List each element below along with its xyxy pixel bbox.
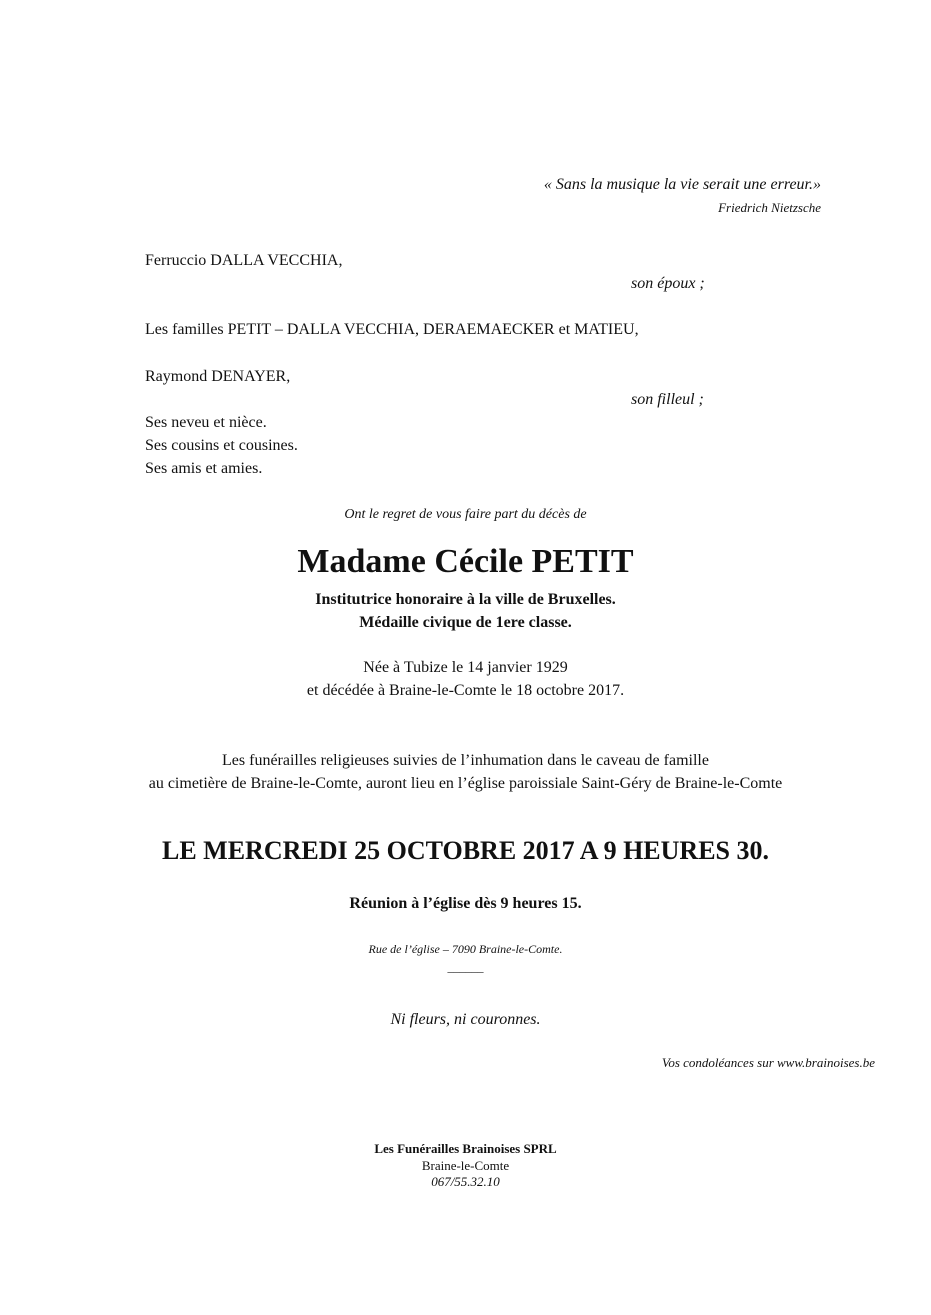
deceased-title-1: Institutrice honoraire à la ville de Bruxelles. bbox=[315, 591, 616, 608]
ceremony-date: LE MERCREDI 25 OCTOBRE 2017 A 9 HEURES 30. bbox=[161, 836, 769, 865]
funeral-phone: 067/55.32.10 bbox=[431, 1174, 500, 1189]
meeting-time: Réunion à l’église dès 9 heures 15. bbox=[349, 895, 582, 912]
deceased-name: Madame Cécile PETIT bbox=[297, 543, 634, 580]
epigraph-quote: « Sans la musique la vie serait une erreur.» bbox=[543, 176, 821, 193]
husband-role: son époux ; bbox=[631, 275, 705, 292]
godson-role: son filleul ; bbox=[631, 391, 704, 408]
announcement-intro: Ont le regret de vous faire part du décès de bbox=[344, 507, 587, 522]
ceremony-line-2: au cimetière de Braine-le-Comte, auront lieu en l’église paroissiale Saint-Géry de Braine-le-Comte bbox=[148, 775, 783, 792]
separator-line: ______ bbox=[447, 960, 484, 974]
ceremony-line-1: Les funérailles religieuses suivies de l’inhumation dans le caveau de famille bbox=[222, 752, 709, 769]
flowers-note: Ni fleurs, ni couronnes. bbox=[390, 1011, 541, 1028]
epigraph-author: Friedrich Nietzsche bbox=[718, 200, 821, 215]
birth-line: Née à Tubize le 14 janvier 1929 bbox=[363, 659, 568, 676]
families-line: Les familles PETIT – DALLA VECCHIA, DERAEMAECKER et MATIEU, bbox=[145, 321, 639, 338]
friends-line: Ses amis et amies. bbox=[145, 460, 263, 477]
funeral-company: Les Funérailles Brainoises SPRL bbox=[374, 1141, 557, 1156]
death-line: et décédée à Braine-le-Comte le 18 octobre 2017. bbox=[306, 682, 625, 699]
cousins-line: Ses cousins et cousines. bbox=[145, 437, 298, 454]
nephews-line: Ses neveu et nièce. bbox=[145, 414, 267, 431]
funeral-city: Braine-le-Comte bbox=[421, 1158, 510, 1173]
husband-name: Ferruccio DALLA VECCHIA, bbox=[145, 252, 343, 269]
condolences-link[interactable]: Vos condoléances sur www.brainoises.be bbox=[661, 1055, 875, 1070]
church-address: Rue de l’église – 7090 Braine-le-Comte. bbox=[368, 942, 563, 956]
deceased-title-2: Médaille civique de 1ere classe. bbox=[359, 614, 572, 631]
godson-name: Raymond DENAYER, bbox=[145, 368, 291, 385]
